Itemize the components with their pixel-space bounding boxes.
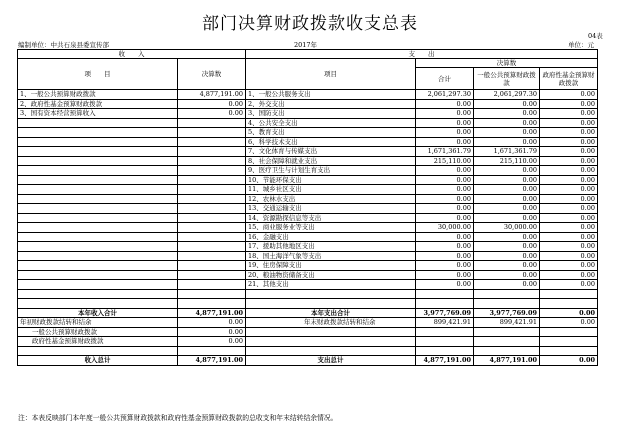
cell-ex-name: 5、教育支出 [246, 128, 416, 138]
cell-in-name [18, 147, 178, 157]
cell-fund [540, 299, 598, 309]
cell-ex-name: 21、其他支出 [246, 280, 416, 290]
cell-general [474, 289, 540, 299]
cell-fund: 0.00 [540, 251, 598, 261]
cell-in-val [178, 299, 246, 309]
table-row [18, 289, 598, 299]
cell-in-val: 0.00 [178, 318, 246, 328]
table-row [18, 261, 598, 271]
cell-general: 0.00 [474, 242, 540, 252]
cell-in-name: 3、国有资本经营预算收入 [18, 109, 178, 119]
cell-in-name [18, 118, 178, 128]
cell-total: 899,421.91 [416, 318, 474, 328]
table-row [18, 280, 598, 290]
cell-in-val [178, 118, 246, 128]
cell-general: 0.00 [474, 232, 540, 242]
table-row [18, 185, 598, 195]
cell-fund: 0.00 [540, 147, 598, 157]
cell-in-name [18, 232, 178, 242]
cell-general [474, 299, 540, 309]
cell-in-val: 0.00 [178, 99, 246, 109]
table-row [18, 99, 598, 109]
subtotal-row [18, 308, 598, 318]
cell-general: 0.00 [474, 128, 540, 138]
cell-in-val [178, 185, 246, 195]
cell-general: 0.00 [474, 251, 540, 261]
cell-fund [540, 337, 598, 347]
cell-ex-name: 20、粮油物资储备支出 [246, 270, 416, 280]
cell-in-name [18, 242, 178, 252]
cell-in-val [178, 232, 246, 242]
cell-in-val [178, 137, 246, 147]
carry-row [18, 318, 598, 328]
cell-total [416, 289, 474, 299]
cell-ex-name: 2、外交支出 [246, 99, 416, 109]
cell-fund [540, 289, 598, 299]
cell-total: 0.00 [416, 99, 474, 109]
cell-general: 0.00 [474, 213, 540, 223]
cell-fund: 0.00 [540, 308, 598, 318]
cell-general: 2,061,297.30 [474, 90, 540, 100]
carry-row [18, 346, 598, 356]
table-row [18, 166, 598, 176]
grand-total-row [18, 356, 598, 366]
reporting-unit: 编制单位：中共石泉县委宣传部 [18, 41, 109, 49]
cell-fund: 0.00 [540, 356, 598, 366]
cell-total: 30,000.00 [416, 223, 474, 233]
cell-ex-name: 9、医疗卫生与计划生育支出 [246, 166, 416, 176]
cell-in-name [18, 223, 178, 233]
cell-general: 0.00 [474, 185, 540, 195]
cell-fund: 0.00 [540, 137, 598, 147]
footnote: 注：本表反映部门本年度一般公共预算财政拨款和政府性基金预算财政拨款的总收支和年末结转结余情况。 [18, 414, 338, 422]
cell-in-name [18, 128, 178, 138]
cell-in-val [178, 270, 246, 280]
cell-in-val [178, 346, 246, 356]
cell-total: 0.00 [416, 270, 474, 280]
cell-in-name [18, 251, 178, 261]
cell-ex-name: 3、国防支出 [246, 109, 416, 119]
cell-ex-name: 8、社会保障和就业支出 [246, 156, 416, 166]
cell-in-name [18, 270, 178, 280]
cell-total: 4,877,191.00 [416, 356, 474, 366]
cell-in-name [18, 156, 178, 166]
cell-general: 0.00 [474, 137, 540, 147]
cell-in-name: 一般公共预算财政拨款 [18, 327, 178, 337]
cell-ex-name: 7、文化体育与传媒支出 [246, 147, 416, 157]
cell-general: 0.00 [474, 166, 540, 176]
cell-total: 2,061,297.30 [416, 90, 474, 100]
cell-total: 0.00 [416, 204, 474, 214]
cell-general: 0.00 [474, 175, 540, 185]
table-row [18, 223, 598, 233]
cell-in-name: 年初财政拨款结转和结余 [18, 318, 178, 328]
cell-in-name [18, 289, 178, 299]
cell-ex-name: 12、农林水支出 [246, 194, 416, 204]
cell-fund: 0.00 [540, 175, 598, 185]
cell-fund: 0.00 [540, 118, 598, 128]
cell-in-name [18, 185, 178, 195]
cell-fund [540, 327, 598, 337]
cell-fund [540, 346, 598, 356]
cell-total: 0.00 [416, 232, 474, 242]
cell-in-val: 4,877,191.00 [178, 356, 246, 366]
cell-ex-name [246, 346, 416, 356]
cell-in-name [18, 166, 178, 176]
cell-in-val [178, 128, 246, 138]
cell-general [474, 346, 540, 356]
gov-fund-header: 政府性基金预算财政拨款 [540, 68, 598, 90]
cell-in-val [178, 166, 246, 176]
cell-fund: 0.00 [540, 99, 598, 109]
general-budget-header: 一般公共预算财政拨款 [474, 68, 540, 90]
cell-in-val [178, 251, 246, 261]
cell-in-name [18, 137, 178, 147]
cell-ex-name: 10、节能环保支出 [246, 175, 416, 185]
income-amount-header: 决算数 [178, 59, 246, 90]
cell-fund: 0.00 [540, 185, 598, 195]
cell-ex-name: 6、科学技术支出 [246, 137, 416, 147]
cell-in-name: 1、一般公共预算财政拨款 [18, 90, 178, 100]
cell-ex-name: 18、国土海洋气象等支出 [246, 251, 416, 261]
cell-total: 0.00 [416, 128, 474, 138]
cell-ex-name [246, 299, 416, 309]
cell-total [416, 346, 474, 356]
cell-general: 30,000.00 [474, 223, 540, 233]
cell-total: 0.00 [416, 261, 474, 271]
cell-general [474, 327, 540, 337]
expense-amount-header: 决算数 [416, 59, 598, 68]
cell-general: 0.00 [474, 99, 540, 109]
cell-ex-name: 11、城乡社区支出 [246, 185, 416, 195]
cell-ex-name: 本年支出合计 [246, 308, 416, 318]
cell-total: 215,110.00 [416, 156, 474, 166]
cell-general: 215,110.00 [474, 156, 540, 166]
cell-fund: 0.00 [540, 128, 598, 138]
cell-in-val [178, 280, 246, 290]
cell-total [416, 327, 474, 337]
cell-ex-name: 支出总计 [246, 356, 416, 366]
cell-total: 0.00 [416, 213, 474, 223]
cell-total: 0.00 [416, 251, 474, 261]
expense-header: 支 出 [246, 50, 598, 59]
cell-in-val: 4,877,191.00 [178, 308, 246, 318]
form-number: 04表 [588, 32, 603, 40]
budget-table [17, 49, 598, 366]
cell-ex-name: 15、商业服务业等支出 [246, 223, 416, 233]
cell-general: 1,671,361.79 [474, 147, 540, 157]
cell-general [474, 337, 540, 347]
table-row [18, 118, 598, 128]
cell-general: 0.00 [474, 194, 540, 204]
table-row [18, 299, 598, 309]
cell-in-val [178, 147, 246, 157]
cell-in-name [18, 175, 178, 185]
cell-in-val [178, 175, 246, 185]
cell-fund: 0.00 [540, 223, 598, 233]
cell-total: 0.00 [416, 109, 474, 119]
cell-ex-name: 1、一般公共服务支出 [246, 90, 416, 100]
cell-in-val: 0.00 [178, 337, 246, 347]
carry-row [18, 327, 598, 337]
cell-in-val [178, 194, 246, 204]
cell-total: 0.00 [416, 118, 474, 128]
money-unit: 单位：元 [568, 41, 594, 49]
cell-total: 0.00 [416, 194, 474, 204]
table-row [18, 194, 598, 204]
page-title: 部门决算财政拨款收支总表 [202, 14, 418, 34]
cell-in-val: 0.00 [178, 327, 246, 337]
cell-fund: 0.00 [540, 280, 598, 290]
cell-general: 899,421.91 [474, 318, 540, 328]
cell-ex-name: 4、公共安全支出 [246, 118, 416, 128]
cell-in-val [178, 223, 246, 233]
cell-ex-name [246, 337, 416, 347]
cell-total: 0.00 [416, 242, 474, 252]
table-row [18, 137, 598, 147]
cell-general: 3,977,769.09 [474, 308, 540, 318]
cell-general: 4,877,191.00 [474, 356, 540, 366]
income-header: 收 入 [18, 50, 246, 59]
cell-ex-name: 17、援助其他地区支出 [246, 242, 416, 252]
cell-in-name [18, 261, 178, 271]
cell-total [416, 299, 474, 309]
cell-fund: 0.00 [540, 194, 598, 204]
cell-fund: 0.00 [540, 270, 598, 280]
table-body [18, 90, 598, 366]
table-row [18, 147, 598, 157]
cell-total: 0.00 [416, 185, 474, 195]
cell-ex-name [246, 327, 416, 337]
cell-in-name: 政府性基金预算财政拨款 [18, 337, 178, 347]
cell-total [416, 337, 474, 347]
cell-fund: 0.00 [540, 204, 598, 214]
cell-ex-name: 14、资源勘探信息等支出 [246, 213, 416, 223]
cell-in-val [178, 156, 246, 166]
cell-ex-name [246, 289, 416, 299]
total-header: 合计 [416, 68, 474, 90]
cell-in-val [178, 289, 246, 299]
cell-in-val [178, 204, 246, 214]
table-row [18, 270, 598, 280]
cell-general: 0.00 [474, 118, 540, 128]
cell-in-name [18, 280, 178, 290]
cell-fund: 0.00 [540, 213, 598, 223]
cell-general: 0.00 [474, 261, 540, 271]
table-row [18, 128, 598, 138]
cell-fund: 0.00 [540, 90, 598, 100]
cell-general: 0.00 [474, 109, 540, 119]
cell-in-name [18, 346, 178, 356]
cell-total: 0.00 [416, 137, 474, 147]
cell-fund: 0.00 [540, 166, 598, 176]
cell-general: 0.00 [474, 204, 540, 214]
cell-in-val [178, 242, 246, 252]
cell-fund: 0.00 [540, 232, 598, 242]
cell-total: 1,671,361.79 [416, 147, 474, 157]
cell-fund: 0.00 [540, 242, 598, 252]
carry-row [18, 337, 598, 347]
cell-in-name [18, 299, 178, 309]
table-row [18, 251, 598, 261]
cell-total: 0.00 [416, 175, 474, 185]
cell-total: 3,977,769.09 [416, 308, 474, 318]
cell-total: 0.00 [416, 280, 474, 290]
cell-fund: 0.00 [540, 156, 598, 166]
table-row [18, 232, 598, 242]
table-row [18, 90, 598, 100]
expense-item-header: 项目 [246, 59, 416, 90]
cell-fund: 0.00 [540, 261, 598, 271]
cell-in-val: 4,877,191.00 [178, 90, 246, 100]
table-row [18, 204, 598, 214]
cell-in-name: 本年收入合计 [18, 308, 178, 318]
table-row [18, 213, 598, 223]
cell-in-name: 收入总计 [18, 356, 178, 366]
cell-fund: 0.00 [540, 109, 598, 119]
cell-in-name: 2、政府性基金预算财政拨款 [18, 99, 178, 109]
cell-in-val [178, 261, 246, 271]
table-row [18, 109, 598, 119]
cell-in-name [18, 213, 178, 223]
cell-total: 0.00 [416, 166, 474, 176]
cell-in-val: 0.00 [178, 109, 246, 119]
cell-ex-name: 19、住房保障支出 [246, 261, 416, 271]
cell-ex-name: 16、金融支出 [246, 232, 416, 242]
cell-ex-name: 年末财政拨款结转和结余 [246, 318, 416, 328]
table-row [18, 156, 598, 166]
cell-ex-name: 13、交通运输支出 [246, 204, 416, 214]
cell-general: 0.00 [474, 280, 540, 290]
cell-in-name [18, 194, 178, 204]
report-year: 2017年 [294, 41, 318, 49]
cell-general: 0.00 [474, 270, 540, 280]
cell-in-name [18, 204, 178, 214]
table-row [18, 175, 598, 185]
income-item-header: 项 目 [18, 59, 178, 90]
cell-fund: 0.00 [540, 318, 598, 328]
cell-in-val [178, 213, 246, 223]
table-row [18, 242, 598, 252]
